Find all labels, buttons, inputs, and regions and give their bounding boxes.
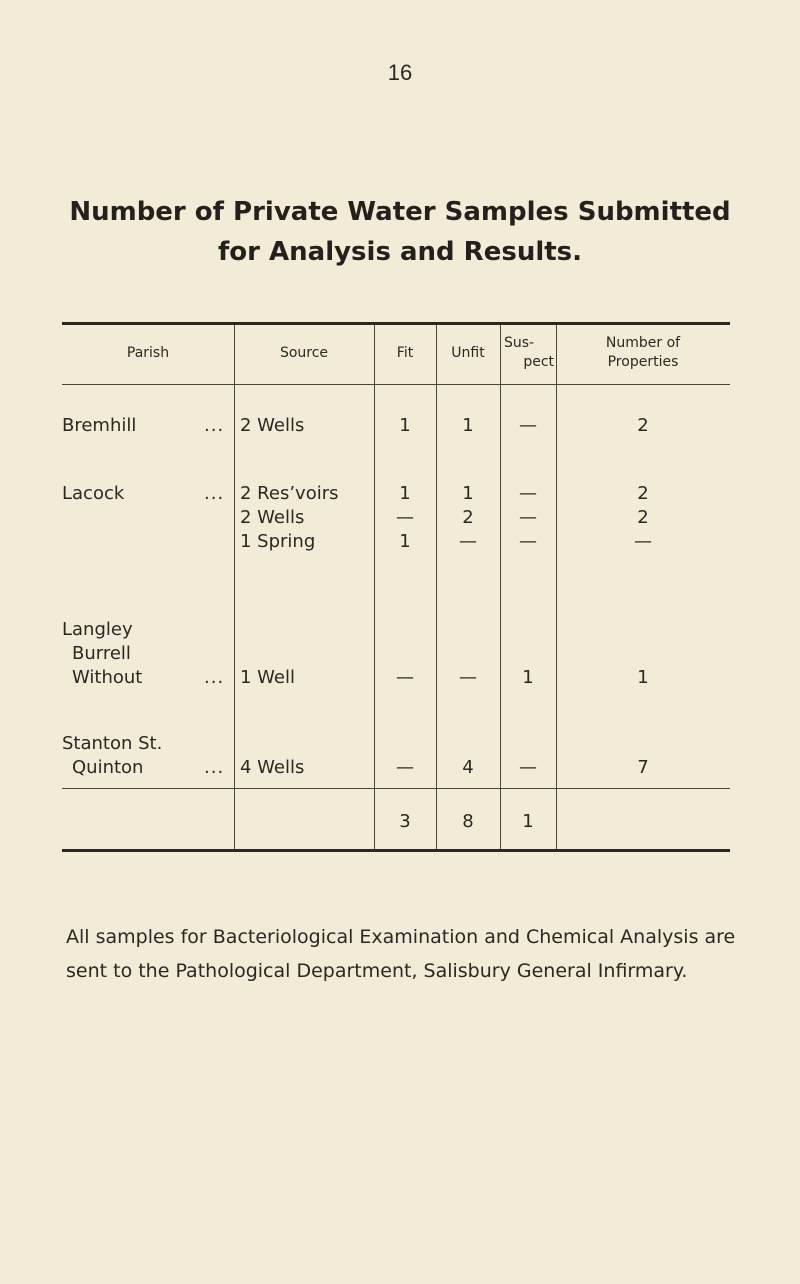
suspect-lacock-1: — (519, 483, 537, 504)
footnote: All samples for Bacteriological Examination and Chemical Analysis are sent to the Pathological Department, Salisbury General Infirmary. (66, 926, 736, 982)
total-unfit: 8 (462, 811, 474, 832)
table-top-rule (62, 322, 730, 325)
parish-stanton-line-1: Stanton St. (62, 733, 163, 754)
total-suspect: 1 (522, 811, 534, 832)
source-stanton: 4 Wells (240, 757, 305, 778)
leader-dots: ... (204, 483, 225, 504)
source-lacock-3: 1 Spring (240, 531, 316, 552)
header-suspect-line-2: pect (523, 354, 554, 370)
unfit-langley: — (459, 667, 477, 688)
properties-lacock-3: — (634, 531, 652, 552)
header-unfit: Unfit (451, 345, 485, 361)
source-langley: 1 Well (240, 667, 295, 688)
suspect-stanton: — (519, 757, 537, 778)
header-suspect (500, 334, 556, 372)
unfit-lacock-2: 2 (462, 507, 474, 528)
fit-langley: — (396, 667, 414, 688)
page-title (0, 192, 800, 272)
parish-lacock: Lacock (62, 483, 125, 504)
leader-dots: ... (204, 667, 225, 688)
header-properties (556, 334, 730, 372)
suspect-langley: 1 (522, 667, 534, 688)
header-suspect-line-1: Sus- (504, 335, 535, 351)
header-fit: Fit (396, 345, 414, 361)
fit-bremhill: 1 (399, 415, 411, 436)
fit-stanton: — (396, 757, 414, 778)
header-properties-line-2: Properties (607, 354, 679, 370)
parish-langley-line-1: Langley (62, 619, 133, 640)
header-parish: Parish (126, 345, 170, 361)
fit-lacock-1: 1 (399, 483, 411, 504)
totals-rule (62, 788, 730, 789)
page-number: 16 (387, 60, 413, 85)
properties-bremhill: 2 (637, 415, 649, 436)
header-underline (62, 384, 730, 385)
parish-bremhill: Bremhill (62, 415, 137, 436)
unfit-lacock-3: — (459, 531, 477, 552)
fit-lacock-3: 1 (399, 531, 411, 552)
title-line-1: Number of Private Water Samples Submitted (69, 197, 731, 227)
source-lacock-1: 2 Res’voirs (240, 483, 339, 504)
unfit-stanton: 4 (462, 757, 474, 778)
leader-dots: ... (204, 757, 225, 778)
header-source: Source (279, 345, 329, 361)
properties-lacock-2: 2 (637, 507, 649, 528)
samples-table (62, 322, 730, 854)
source-bremhill: 2 Wells (240, 415, 305, 436)
total-fit: 3 (399, 811, 411, 832)
parish-stanton-line-2: Quinton (72, 757, 144, 778)
source-lacock-2: 2 Wells (240, 507, 305, 528)
properties-lacock-1: 2 (637, 483, 649, 504)
unfit-lacock-1: 1 (462, 483, 474, 504)
parish-langley-line-3: Without (72, 667, 143, 688)
fit-lacock-2: — (396, 507, 414, 528)
column-divider (234, 325, 235, 849)
suspect-bremhill: — (519, 415, 537, 436)
table-bottom-rule (62, 849, 730, 852)
parish-langley-line-2: Burrell (72, 643, 131, 664)
header-properties-line-1: Number of (605, 335, 681, 351)
properties-stanton: 7 (637, 757, 649, 778)
title-line-2: for Analysis and Results. (217, 237, 583, 267)
suspect-lacock-3: — (519, 531, 537, 552)
suspect-lacock-2: — (519, 507, 537, 528)
properties-langley: 1 (637, 667, 649, 688)
leader-dots: ... (204, 415, 225, 436)
unfit-bremhill: 1 (462, 415, 474, 436)
